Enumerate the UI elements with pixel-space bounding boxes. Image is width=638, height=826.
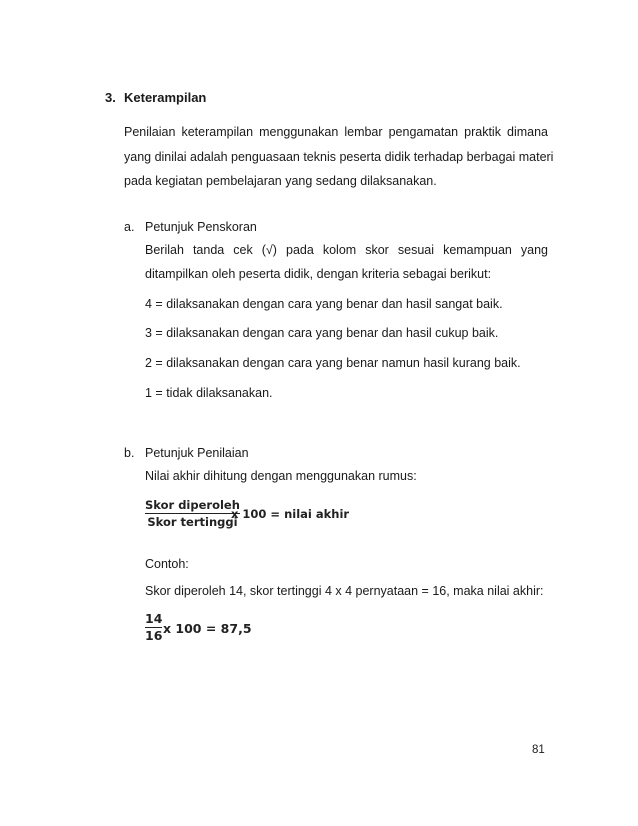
section-number: 3. [105, 90, 116, 105]
formula-rest: x 100 = nilai akhir [231, 507, 350, 521]
example-rest: x 100 = 87,5 [163, 621, 252, 636]
criterion-1: 1 = tidak dilaksanakan. [145, 386, 273, 400]
formula-numerator: Skor diperoleh [145, 498, 240, 512]
example-line: Skor diperoleh 14, skor tertinggi 4 x 4 pernyataan = 16, maka nilai akhir: [145, 584, 544, 598]
formula-fraction [145, 498, 240, 529]
example-numerator: 14 [145, 611, 163, 626]
part-a-marker: a. [124, 220, 135, 234]
section-title: Keterampilan [124, 90, 207, 105]
part-a-title: Petunjuk Penskoran [145, 220, 257, 234]
page-number: 81 [532, 744, 545, 756]
example-label: Contoh: [145, 557, 189, 571]
intro-line-1: Penilaian keterampilan menggunakan lembar pengamatan praktik dimana [124, 125, 548, 139]
part-b-marker: b. [124, 446, 135, 460]
criterion-2: 2 = dilaksanakan dengan cara yang benar namun hasil kurang baik. [145, 356, 521, 370]
part-a-line-1: Berilah tanda cek (√) pada kolom skor sesuai kemampuan yang [145, 243, 548, 257]
part-b-line: Nilai akhir dihitung dengan menggunakan rumus: [145, 469, 417, 483]
criterion-3: 3 = dilaksanakan dengan cara yang benar dan hasil cukup baik. [145, 326, 499, 340]
example-denominator: 16 [145, 628, 163, 644]
formula-denominator: Skor tertinggi [147, 515, 238, 530]
part-b-title: Petunjuk Penilaian [145, 446, 249, 460]
intro-line-2: yang dinilai adalah penguasaan teknis peserta didik terhadap berbagai materi [124, 150, 554, 164]
part-a-line-2: ditampilkan oleh peserta didik, dengan kriteria sebagai berikut: [145, 267, 492, 281]
intro-line-3: pada kegiatan pembelajaran yang sedang dilaksanakan. [124, 174, 437, 188]
formula-fraction-bar [145, 513, 240, 514]
example-fraction [145, 612, 162, 643]
criterion-4: 4 = dilaksanakan dengan cara yang benar dan hasil sangat baik. [145, 297, 503, 311]
